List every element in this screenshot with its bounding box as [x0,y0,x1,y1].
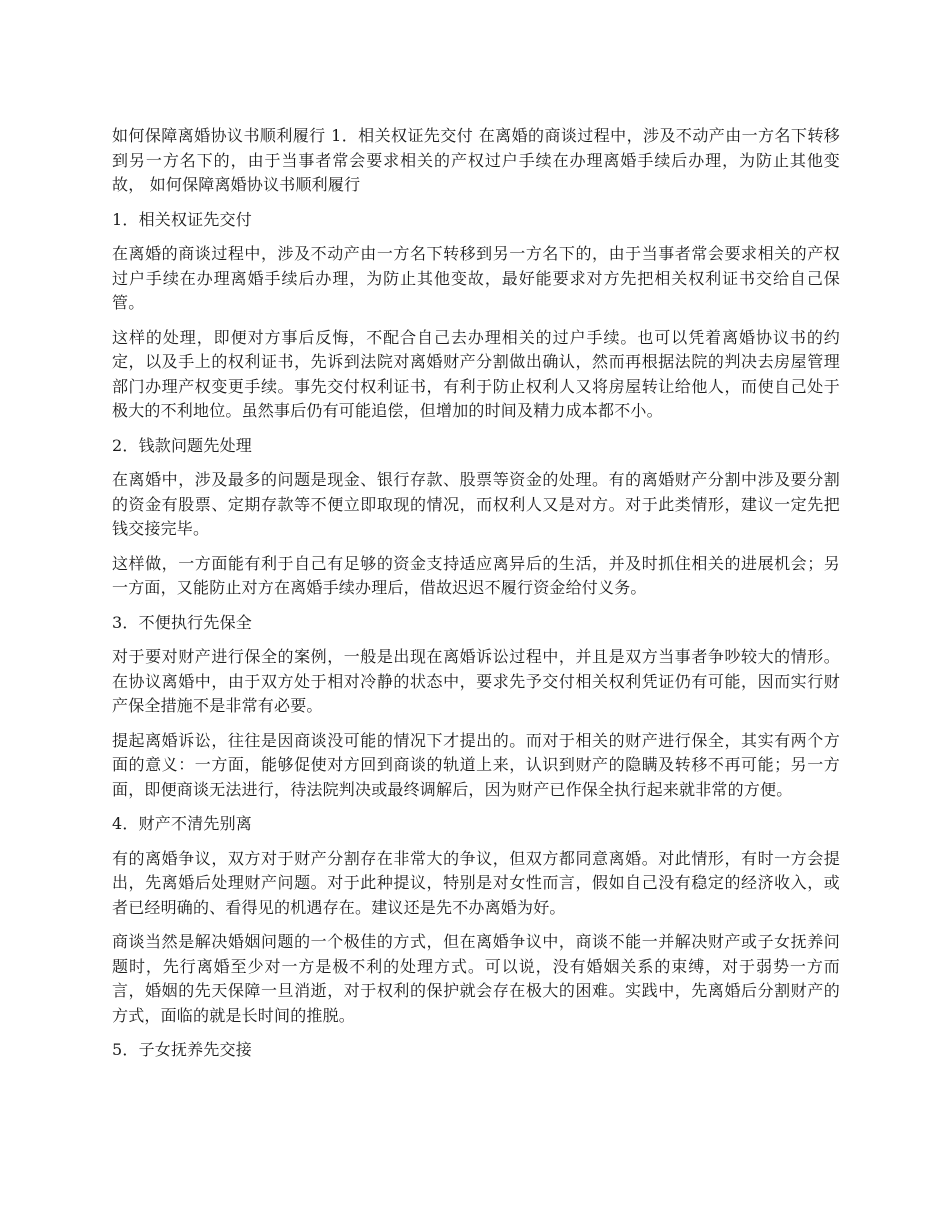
section-2-paragraph-2: 这样做，一方面能有利于自己有足够的资金支持适应离异后的生活，并及时抓住相关的进展机会；另一方面，又能防止对方在离婚手续办理后，借故迟迟不履行资金给付义务。 [112,553,840,597]
section-heading-3: 3．不便执行先保全 [112,612,252,632]
section-1-paragraph-2: 这样的处理，即便对方事后反悔，不配合自己去办理相关的过户手续。也可以凭着离婚协议书的约定，以及手上的权利证书，先诉到法院对离婚财产分割做出确认，然而再根据法院的判决去房屋管理部门办理产权变更手续。事先交付权利证书，有利于防止权利人又将房屋转让给他人，而使自己处于极大的不利地位。虽然事后仍有可能追偿，但增加的时间及精力成本都不小。 [112,327,840,420]
section-3-paragraph-1: 对于要对财产进行保全的案例，一般是出现在离婚诉讼过程中，并且是双方当事者争吵较大的情形。在协议离婚中，由于双方处于相对冷静的状态中，要求先予交付相关权利凭证仍有可能，因而实行财产保全措施不是非常有必要。 [112,647,840,715]
section-4-paragraph-1: 有的离婚争议，双方对于财产分割存在非常大的争议，但双方都同意离婚。对此情形，有时一方会提出，先离婚后处理财产问题。对于此种提议，特别是对女性而言，假如自己没有稳定的经济收入，或者已经明确的、看得见的机遇存在。建议还是先不办离婚为好。 [112,848,840,917]
section-heading-1: 1．相关权证先交付 [112,209,252,229]
section-1-paragraph-1: 在离婚的商谈过程中，涉及不动产由一方名下转移到另一方名下的，由于当事者常会要求相关的产权过户手续在办理离婚手续后办理，为防止其他变故，最好能要求对方先把相关权利证书交给自己保管。 [112,244,840,312]
document-body [112,124,840,1073]
section-3-paragraph-2: 提起离婚诉讼，往往是因商谈没可能的情况下才提出的。而对于相关的财产进行保全，其实有两个方面的意义：一方面，能够促使对方回到商谈的轨道上来，认识到财产的隐瞒及转移不再可能；另一方面，即便商谈无法进行，待法院判决或最终调解后，因为财产已作保全执行起来就非常的方便。 [112,730,840,799]
intro-paragraph: 如何保障离婚协议书顺利履行 1．相关权证先交付 在离婚的商谈过程中，涉及不动产由一方名下转移到另一方名下的，由于当事者常会要求相关的产权过户手续在办理离婚手续后办理，为防止其他变故， 如何保障离婚协议书顺利履行 [112,126,840,194]
section-2-paragraph-1: 在离婚中，涉及最多的问题是现金、银行存款、股票等资金的处理。有的离婚财产分割中涉及要分割的资金有股票、定期存款等不便立即取现的情况，而权利人又是对方。对于此类情形，建议一定先把钱交接完毕。 [112,470,840,538]
section-heading-2: 2．钱款问题先处理 [112,435,252,455]
section-heading-5: 5．子女抚养先交接 [112,1040,252,1059]
section-heading-4: 4．财产不清先别离 [112,814,252,833]
section-4-paragraph-2: 商谈当然是解决婚姻问题的一个极佳的方式，但在离婚争议中，商谈不能一并解决财产或子女抚养问题时，先行离婚至少对一方是极不利的处理方式。可以说，没有婚姻关系的束缚，对于弱势一方而言，婚姻的先天保障一旦消逝，对于权利的保护就会存在极大的困难。实践中，先离婚后分割财产的方式，面临的就是长时间的推脱。 [112,932,840,1025]
